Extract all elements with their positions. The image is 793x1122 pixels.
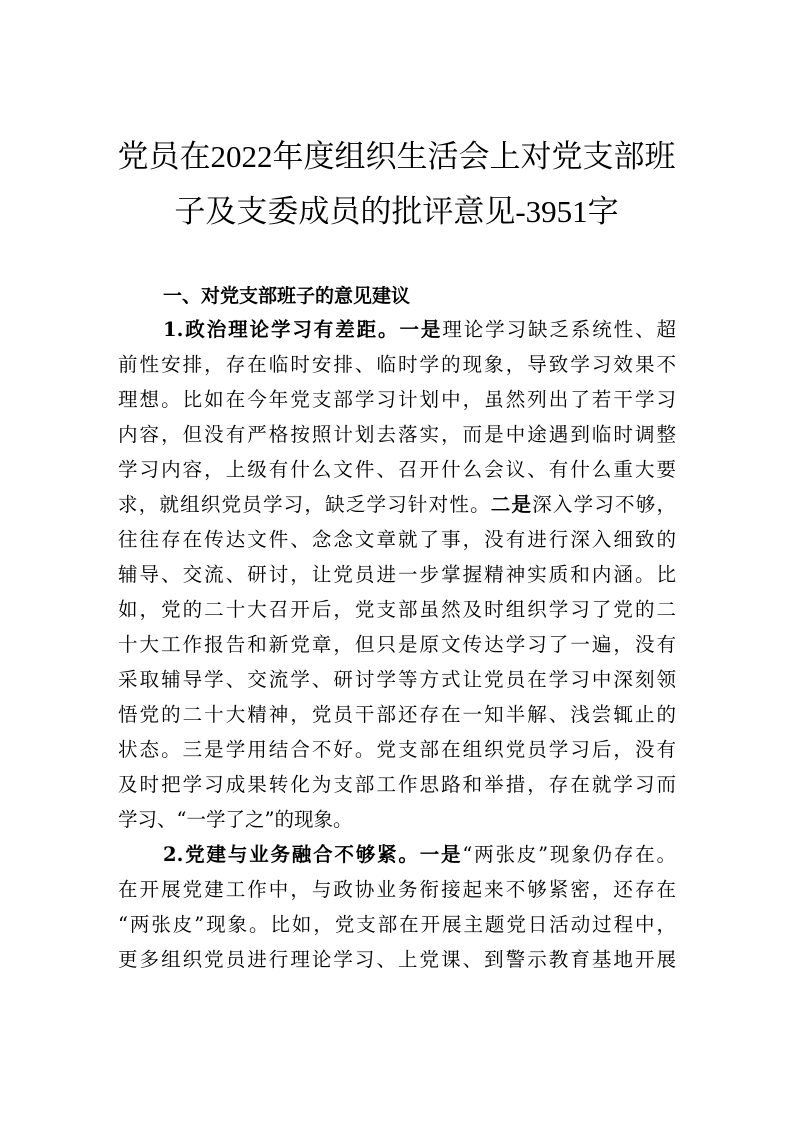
section-heading: 一、对党支部班子的意见建议 [163,285,411,307]
line-text: 学习、“一学了之”的现象。 [118,808,353,831]
text-line [118,491,676,526]
line-text: 在开展党建工作中，与政协业务衔接起来不够紧密，还存在 [118,878,676,901]
bold-lead: 二是 [490,493,533,516]
text-line [118,841,676,876]
line-text: 深入学习不够， [532,493,676,516]
text-line [118,561,676,596]
line-text: 往往存在传达文件、念念文章就了事，没有进行深入细致的 [118,528,676,551]
text-line [118,876,676,911]
bold-lead: 1.政治理论学习有差距。一是 [163,318,443,341]
text-line [118,316,676,351]
line-text: 理论学习缺乏系统性、超 [442,318,676,341]
text-line [118,456,676,491]
line-text: 求，就组织党员学习，缺乏学习针对性。 [118,493,491,516]
text-line [118,911,676,946]
line-text: 学习内容，上级有什么文件、召开什么会议、有什么重大要 [118,458,676,481]
text-line [118,596,676,631]
line-text: 采取辅导学、交流学、研讨学等方式让党员在学习中深刻领 [118,668,676,691]
text-line [118,701,676,736]
line-text: 悟党的二十大精神，党员干部还存在一知半解、浅尝辄止的 [118,703,676,726]
text-line [118,386,676,421]
line-text: 理想。比如在今年党支部学习计划中，虽然列出了若干学习 [118,388,676,411]
line-text: 状态。三是学用结合不好。党支部在组织党员学习后，没有 [118,738,676,761]
document-title-line-1: 党员在2022年度组织生活会上对党支部班 [117,139,676,174]
text-line [118,946,676,981]
text-line [118,771,676,806]
line-text: “两张皮”现象仍存在。 [462,843,676,866]
line-text: 辅导、交流、研讨，让党员进一步掌握精神实质和内涵。比 [118,563,676,586]
text-line [118,351,676,386]
line-text: 前性安排，存在临时安排、临时学的现象，导致学习效果不 [118,353,676,376]
line-text: 内容，但没有严格按照计划去落实，而是中途遇到临时调整 [118,423,676,446]
bold-lead: 2.党建与业务融合不够紧。一是 [163,843,463,866]
document-title-line-2: 子及支委成员的批评意见-3951字 [174,194,619,229]
text-line [118,666,676,701]
line-text: 及时把学习成果转化为支部工作思路和举措，存在就学习而 [118,773,676,796]
text-line [118,526,676,561]
line-text: “两张皮”现象。比如，党支部在开展主题党日活动过程中， [118,913,676,936]
line-text: 如，党的二十大召开后，党支部虽然及时组织学习了党的二 [118,598,676,621]
text-line [118,631,676,666]
line-text: 更多组织党员进行理论学习、上党课、到警示教育基地开展 [118,948,676,971]
text-line [118,421,676,456]
line-text: 十大工作报告和新党章，但只是原文传达学习了一遍，没有 [118,633,676,656]
text-line [118,736,676,771]
text-line [118,806,676,841]
document-body [118,316,676,981]
